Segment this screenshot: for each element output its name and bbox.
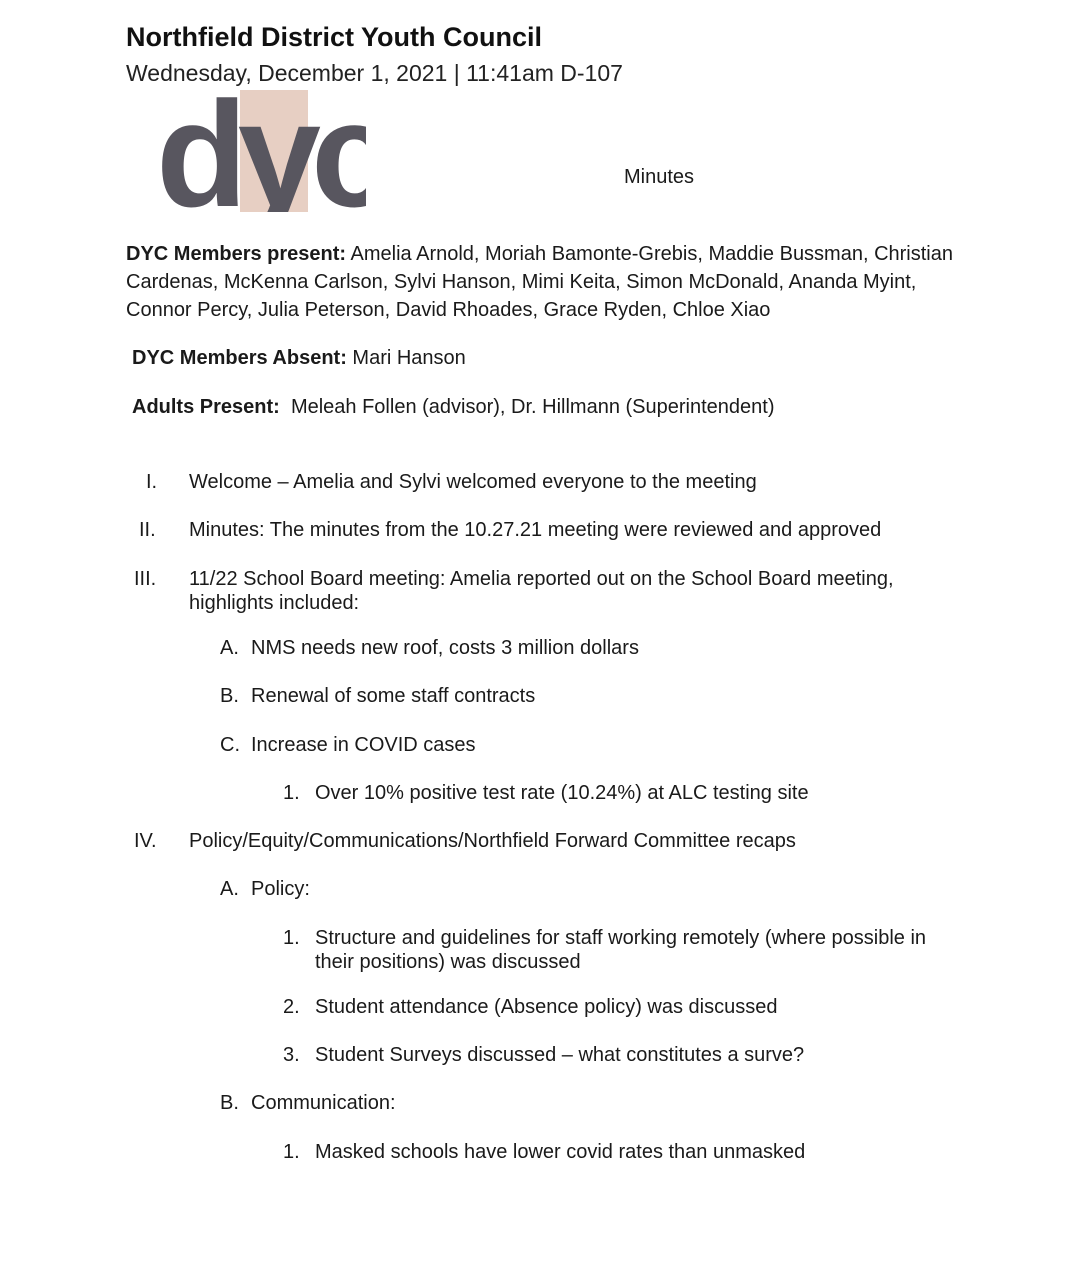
subsubitem-number: 1. (283, 1141, 300, 1163)
subitem-text: Increase in COVID cases (251, 734, 476, 756)
subitem-text: Renewal of some staff contracts (251, 685, 536, 707)
members-present-label: DYC Members present: (126, 243, 347, 265)
agenda-item-text: 11/22 School Board meeting: Amelia reported out on the School Board meeting, highlights included: (189, 568, 894, 614)
agenda-item-text: Policy/Equity/Communications/Northfield Forward Committee recaps (189, 830, 796, 852)
agenda-item-number: II. (139, 519, 156, 541)
members-absent-list: Mari Hanson (352, 347, 466, 369)
subitem-text: NMS needs new roof, costs 3 million dollars (251, 637, 639, 659)
meeting-date-time: Wednesday, December 1, 2021 | 11:41am D-107 (126, 60, 623, 86)
subitem-text: Communication: (251, 1092, 396, 1114)
document-label: Minutes (624, 166, 695, 188)
subsubitem-number: 1. (283, 927, 300, 949)
logo-text: dyc (156, 90, 366, 212)
subitem-letter: B. (220, 1092, 239, 1114)
subsubitem-text: Structure and guidelines for staff working remotely (where possible in their positions) was discussed (315, 927, 927, 973)
subitem-letter: B. (220, 685, 239, 707)
agenda-item-text: Minutes: The minutes from the 10.27.21 meeting were reviewed and approved (189, 519, 882, 541)
agenda-item-number: III. (134, 568, 157, 590)
subitem-letter: C. (220, 734, 240, 756)
subsubitem-number: 1. (283, 782, 300, 804)
agenda-item-number: IV. (134, 830, 157, 852)
agenda-item (0, 567, 1069, 619)
subsubitem-text: Student Surveys discussed – what constitutes a surve? (315, 1044, 805, 1066)
subsubitem-text: Masked schools have lower covid rates than unmasked (315, 1141, 806, 1163)
members-present (126, 240, 956, 324)
subsubitem-number: 2. (283, 996, 300, 1018)
adults-present (132, 393, 774, 421)
members-absent-label: DYC Members Absent: (132, 347, 347, 369)
subitem-letter: A. (220, 878, 239, 900)
subsubitem-text: Student attendance (Absence policy) was discussed (315, 996, 778, 1018)
dyc-logo (156, 90, 366, 212)
agenda-item-text: Welcome – Amelia and Sylvi welcomed everyone to the meeting (189, 471, 757, 493)
page-title: Northfield District Youth Council (126, 22, 542, 52)
adults-present-label: Adults Present: (132, 396, 280, 418)
subsubitem-text: Over 10% positive test rate (10.24%) at ALC testing site (315, 782, 809, 804)
members-present-list: Amelia Arnold, Moriah Bamonte-Grebis, Maddie Bussman, Christian Cardenas, McKenna Carlson, Sylvi Hanson, Mimi Keita, Simon McDonald, Ananda Myint, Connor Percy, Julia Peterson, David Rhoades, Grace Ryden, Chloe Xiao (126, 243, 953, 321)
subsubitem-number: 3. (283, 1044, 300, 1066)
agenda-subsubitem (0, 926, 1069, 978)
members-absent (132, 344, 466, 372)
adults-present-list: Meleah Follen (advisor), Dr. Hillmann (Superintendent) (290, 396, 775, 418)
subitem-text: Policy: (251, 878, 310, 900)
agenda-item-number: I. (146, 471, 158, 493)
subitem-letter: A. (220, 637, 239, 659)
